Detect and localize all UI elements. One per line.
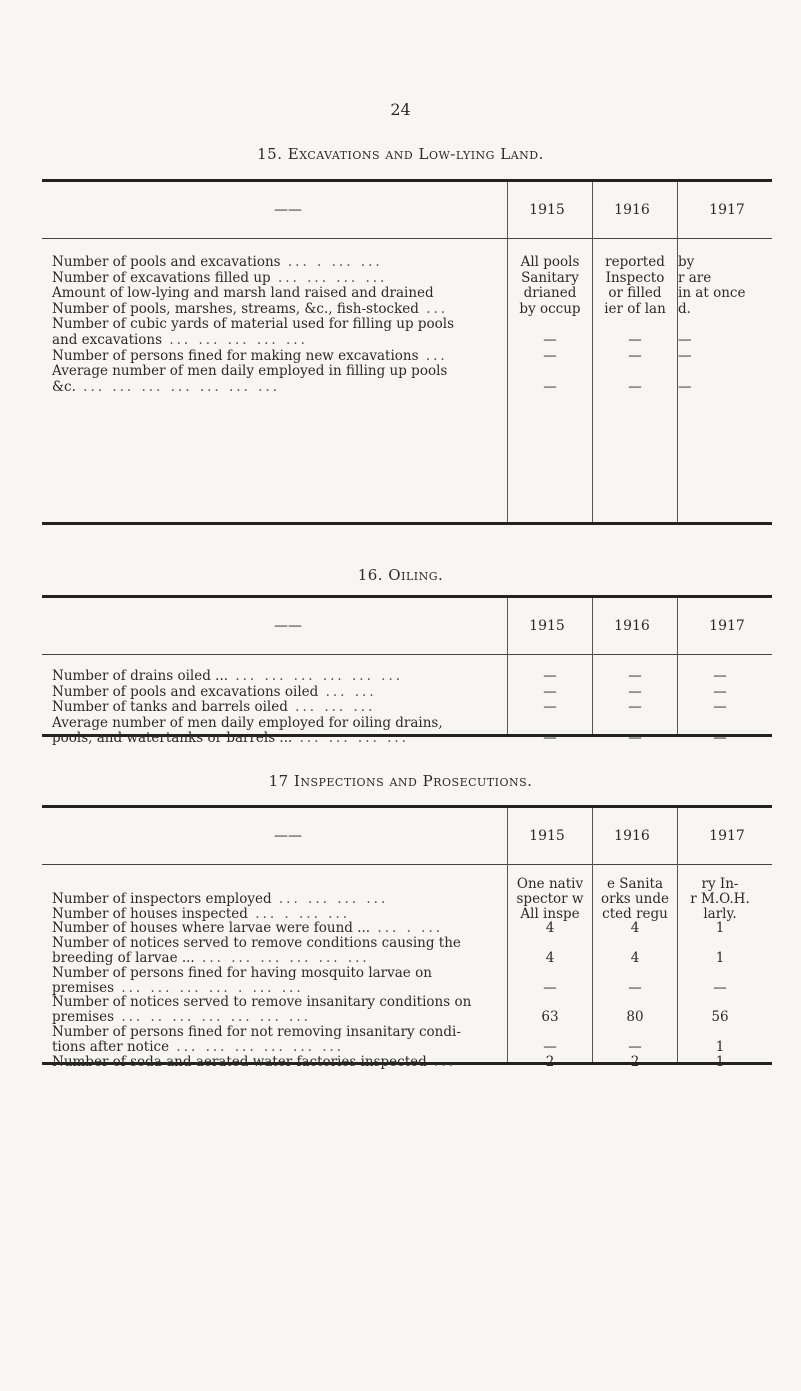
section-title-oiling: 16. Oiling. [357, 566, 444, 584]
table-row-label [52, 332, 308, 348]
leader-dots: ... ... ... ... ... ... [194, 950, 370, 966]
leader-dots: ... ... ... ... [271, 890, 389, 907]
table-cell-1917: 56 [711, 1009, 729, 1026]
leader-dots: ... ... ... ... . ... ... [114, 979, 304, 996]
table-row-label [52, 950, 370, 966]
table-row-label [52, 935, 461, 951]
row-label: Number of persons fined for making new excavations [52, 347, 419, 364]
row-label: Number of soda and aerated water factories inspected [52, 1053, 427, 1070]
table-cell-1915: spector w [516, 890, 584, 907]
table-cell-1917: — [713, 979, 727, 996]
table-row-label [52, 715, 443, 731]
table-cell-1917: r M.O.H. [690, 890, 750, 907]
leader-dots: ... ... ... ... ... ... ... [75, 378, 281, 395]
table-cell-1917: — [713, 683, 727, 700]
table-cell-1917: — [713, 668, 727, 684]
leader-dots: ... ... ... ... ... ... [228, 668, 404, 684]
table-row-label [52, 1054, 456, 1070]
table-cell-1917: ry In- [701, 876, 739, 892]
row-label: and excavations [52, 332, 163, 348]
table-cell-1915: by occup [519, 300, 581, 317]
table-cell-1915: 4 [545, 920, 555, 937]
row-label: Number of pools and excavations oiled [52, 683, 319, 700]
leader-dots: ... [418, 347, 448, 364]
row-label: Number of houses where larvae were found ... [52, 920, 371, 937]
table-row-label [52, 301, 448, 317]
table-cell-1917: — [678, 378, 692, 395]
row-label: Average number of men daily employed for oiling drains, [52, 714, 443, 731]
table-cell-1916: — [628, 979, 642, 996]
leader-dots: ... ... ... ... [292, 730, 409, 747]
table-row-label [52, 965, 432, 981]
table-row-label [52, 1009, 311, 1025]
leader-dots: ... ... ... ... ... [162, 332, 308, 348]
header-1917: 1917 [709, 202, 745, 218]
row-label: premises [52, 979, 115, 996]
table-row-label [52, 920, 443, 936]
row-label: Number of drains oiled ... [52, 668, 229, 684]
row-label: Average number of men daily employed in filling up pools [52, 363, 448, 380]
oiling-table [42, 595, 772, 747]
table-cell-1915: — [543, 683, 557, 700]
table-header [42, 182, 772, 239]
table-cell-1917: — [678, 347, 692, 364]
row-label: breeding of larvae ... [52, 950, 195, 966]
table-cell-1916: 4 [630, 950, 640, 966]
row-label: Number of persons fined for having mosquito larvae on [52, 964, 432, 981]
header-1915: 1915 [529, 202, 565, 218]
leader-dots: ... ... ... ... ... ... [169, 1038, 345, 1055]
table-cell-1915: Sanitary [521, 269, 579, 286]
header-blank: —— [274, 828, 302, 844]
leader-dots: ... ... ... ... [270, 269, 388, 286]
row-label: Number of inspectors employed [52, 890, 272, 907]
table-cell-1915: One nativ [516, 876, 584, 892]
leader-dots: ... [418, 300, 449, 317]
table-cell-1916: — [628, 378, 642, 395]
header-1915: 1915 [529, 618, 565, 634]
table-row-label [52, 1039, 344, 1055]
section-title-excavations: 15. Excavations and Low-lying Land. [257, 145, 544, 163]
leader-dots: ... . ... ... [247, 905, 351, 922]
table-cell-1917: in at once [678, 285, 746, 302]
table-cell-1916: 4 [630, 920, 640, 937]
leader-dots: ... . ... [370, 920, 444, 937]
table-cell-1917: d. [678, 300, 691, 317]
row-label: Number of pools, marshes, streams, &c., fish-stocked [52, 300, 419, 317]
row-label: Number of excavations filled up [52, 269, 271, 286]
table-cell-1916: orks unde [600, 890, 669, 907]
row-label: &c. [52, 378, 76, 395]
leader-dots: ... [426, 1053, 456, 1070]
table-header [42, 598, 772, 655]
row-label: Number of notices served to remove conditions causing the [52, 935, 461, 952]
table-cell-1915: — [543, 699, 557, 716]
table-cell-1915: 4 [545, 950, 555, 966]
row-label: Number of houses inspected [52, 905, 248, 922]
table-row-label [52, 316, 454, 332]
row-label: Number of pools and excavations [52, 254, 281, 270]
row-label: premises [52, 1009, 115, 1026]
table-cell-1915: All inspe [520, 905, 580, 922]
table-cell-1915: — [543, 347, 557, 364]
header-1916: 1916 [614, 202, 650, 218]
table-cell-1917: — [678, 332, 692, 348]
table-row-label [52, 348, 448, 364]
row-label: Number of cubic yards of material used for filling up pools [52, 316, 455, 333]
header-blank: —— [274, 202, 302, 218]
table-cell-1916: Inspecto [605, 269, 665, 286]
table-row-label [52, 363, 447, 379]
table-cell-1916: cted regu [602, 905, 668, 922]
table-row-label [52, 980, 304, 996]
table-cell-1916: e Sanita [606, 876, 664, 892]
table-cell-1916: or filled [608, 285, 662, 302]
table-cell-1917: 1 [715, 920, 725, 937]
leader-dots: ... .. ... ... ... ... ... [114, 1009, 311, 1026]
table-cell-1917: — [713, 699, 727, 716]
table-cell-1915: — [543, 332, 557, 348]
header-blank: —— [274, 618, 302, 634]
table-cell-1915: 2 [545, 1053, 555, 1070]
table-cell-1916: reported [605, 254, 665, 270]
table-cell-1917: larly. [703, 905, 737, 922]
table-row-label [52, 254, 383, 270]
table-cell-1916: — [628, 699, 642, 716]
row-label: pools, and watertanks or barrels ... [52, 730, 293, 747]
excavations-table [42, 179, 772, 525]
table-row-label [52, 1024, 461, 1040]
table-cell-1915: — [543, 730, 557, 747]
table-cell-1917: 1 [715, 950, 725, 966]
table-row-label [52, 891, 388, 907]
table-cell-1916: — [628, 347, 642, 364]
table-cell-1915: All pools [520, 254, 580, 270]
table-cell-1917: by [678, 254, 695, 270]
table-cell-1916: — [628, 730, 642, 747]
header-1917: 1917 [709, 828, 745, 844]
table-row-label [52, 668, 403, 684]
table-cell-1917: 1 [715, 1038, 725, 1055]
header-1917: 1917 [709, 618, 745, 634]
header-1916: 1916 [614, 828, 650, 844]
table-cell-1915: — [543, 979, 557, 996]
table-row-label [52, 285, 434, 301]
table-cell-1915: — [543, 378, 557, 395]
header-1916: 1916 [614, 618, 650, 634]
table-header [42, 808, 772, 865]
table-cell-1915: 63 [541, 1009, 559, 1026]
row-label: Number of notices served to remove insanitary conditions on [52, 994, 472, 1011]
table-cell-1917: — [713, 730, 727, 747]
page-number: 24 [390, 100, 411, 119]
table-row-label [52, 906, 350, 922]
table-cell-1916: 80 [626, 1009, 644, 1026]
table-row-label [52, 994, 471, 1010]
table-cell-1916: — [628, 668, 642, 684]
row-label: tions after notice [52, 1038, 170, 1055]
leader-dots: ... ... [318, 683, 377, 700]
table-cell-1916: 2 [630, 1053, 640, 1070]
leader-dots: ... ... ... [287, 699, 376, 716]
table-cell-1917: r are [678, 269, 712, 286]
section-title-inspections: 17 Inspections and Prosecutions. [268, 772, 533, 790]
leader-dots: ... . ... ... [280, 254, 383, 270]
header-1915: 1915 [529, 828, 565, 844]
table-row-label [52, 379, 280, 395]
table-cell-1916: — [628, 683, 642, 700]
row-label: Amount of low-lying and marsh land raised and drained [52, 285, 434, 302]
table-cell-1917: 1 [715, 1053, 725, 1070]
table-row-label [52, 684, 377, 700]
table-cell-1915: — [543, 1038, 557, 1055]
table-cell-1916: ier of lan [604, 300, 666, 317]
inspections-table [42, 805, 772, 1070]
table-cell-1915: — [543, 668, 557, 684]
table-cell-1915: drianed [523, 285, 577, 302]
row-label: Number of persons fined for not removing insanitary condi- [52, 1024, 461, 1040]
row-label: Number of tanks and barrels oiled [52, 699, 288, 716]
table-cell-1916: — [628, 1038, 642, 1055]
table-row-label [52, 270, 387, 286]
table-row-label [52, 699, 375, 715]
table-row-label [52, 730, 409, 746]
table-cell-1916: — [628, 332, 642, 348]
